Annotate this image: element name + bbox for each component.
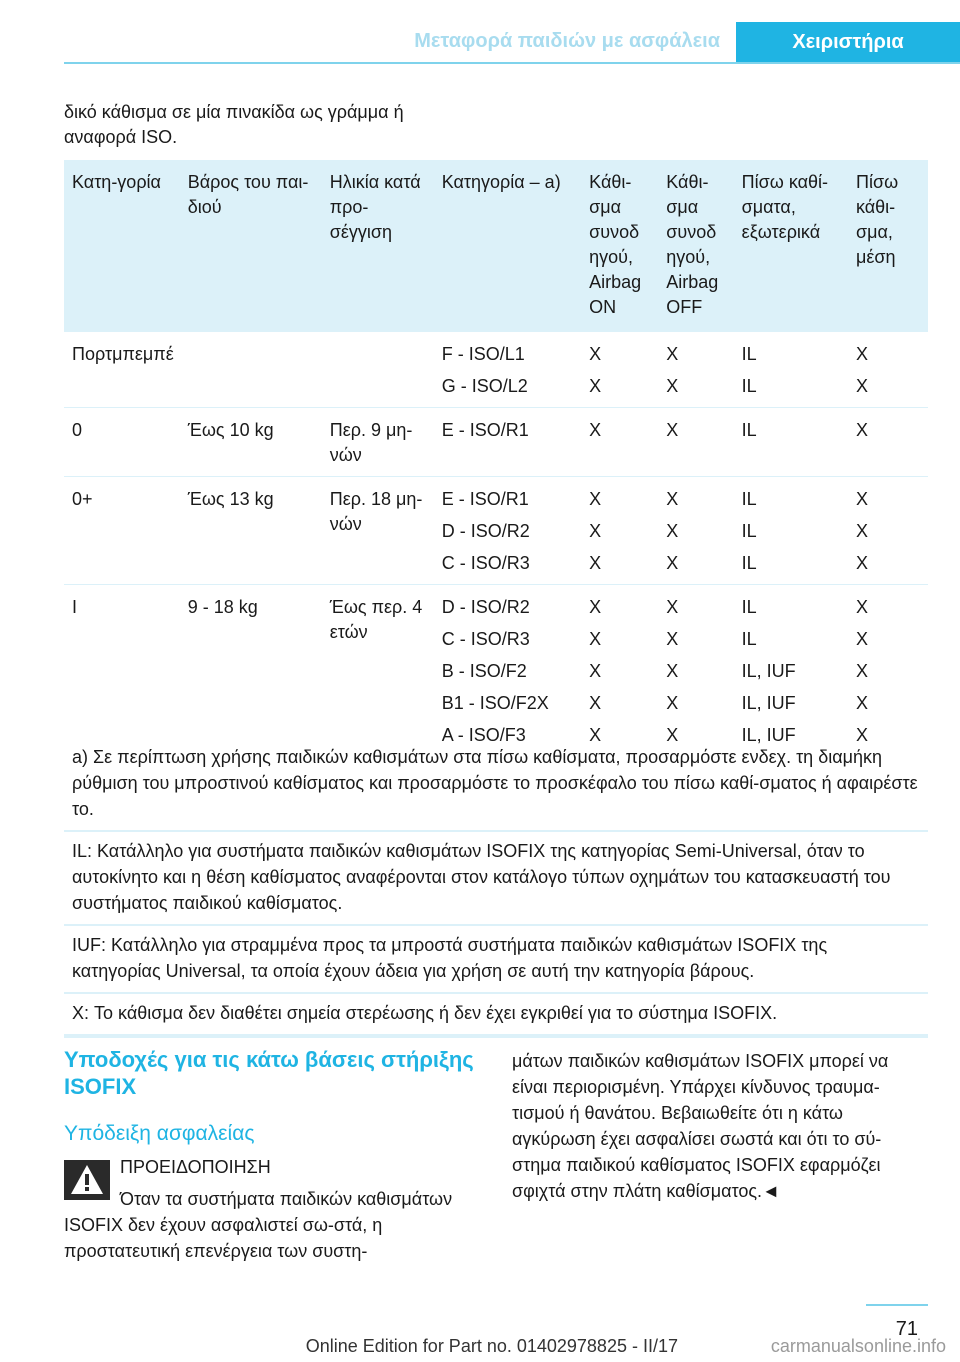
warning-triangle-icon (64, 1160, 110, 1200)
cell-airbag-on: X (581, 408, 658, 477)
cell-age (322, 332, 434, 408)
cell-age: Περ. 9 μη-νών (322, 408, 434, 477)
header-passenger-airbag-on: Κάθι-σμα συνοδ ηγού, Airbag ON (581, 160, 658, 332)
cell-airbag-on: X X X (581, 477, 658, 585)
cell-category: Πορτμπεμπέ (72, 344, 174, 364)
table-row (64, 408, 928, 477)
cell-iso: E - ISO/R1 (434, 408, 581, 477)
cell-category: 0 (64, 408, 180, 477)
cell-rear-outer: IL IL IL, IUF IL, IUF IL, IUF (734, 585, 848, 757)
chapter-title: Μεταφορά παιδιών με ασφάλεια (414, 30, 720, 52)
cell-category: I (64, 585, 180, 757)
section-tab: Χειριστήρια (736, 22, 960, 62)
warning-text: Όταν τα συστήματα παιδικών καθισμάτων ISOFIX δεν έχουν ασφαλιστεί σω-στά, η προστατευτική επενέργεια των συστη- (64, 1189, 453, 1261)
header-category: Κατη-γορία (64, 160, 180, 332)
table-row (64, 477, 928, 585)
page-number: 71 (895, 1318, 918, 1340)
header-iso-class: Κατηγορία – a) (434, 160, 581, 332)
cell-age: Έως περ. 4 ετών (322, 585, 434, 757)
header-rule (64, 62, 960, 64)
footer-rule (866, 1304, 928, 1306)
note-footnote-a: a) Σε περίπτωση χρήσης παιδικών καθισμάτων στα πίσω καθίσματα, προσαρμόστε ενδεχ. τη διαμήκη ρύθμιση του μπροστινού καθίσματος και προσαρμόστε το προσκέφαλο του πίσω καθί-σματος ή αφαιρέστε το. (72, 747, 918, 819)
table-row (64, 585, 928, 757)
edition-text: Online Edition for Part no. 01402978825 - II/17 (305, 1336, 678, 1356)
table-notes (64, 738, 928, 1038)
note-x: X: Το κάθισμα δεν διαθέτει σημεία στερέωσης ή δεν έχει εγκριθεί για το σύστημα ISOFIX. (64, 992, 928, 1034)
header-age: Ηλικία κατά προ-σέγγιση (322, 160, 434, 332)
warning-title: ΠΡΟΕΙΔΟΠΟΙΗΣΗ (120, 1157, 271, 1177)
cell-rear-middle: X (848, 408, 928, 477)
cell-age: Περ. 18 μη-νών (322, 477, 434, 585)
intro-text: δικό κάθισμα σε μία πινακίδα ως γράμμα ή αναφορά ISO. (64, 102, 404, 147)
cell-weight: Έως 10 kg (180, 408, 322, 477)
cell-airbag-off: X X X (658, 477, 733, 585)
note-il: IL: Κατάλληλο για συστήματα παιδικών καθισμάτων ISOFIX της κατηγορίας Semi-Universal, όταν το αυτοκίνητο και η θέση καθίσματος αναφέρονται στον κατάλογο τύπων οχημάτων του κατασκευαστή του συστήματος παιδικού καθίσματος. (64, 830, 928, 924)
warning-box (64, 1154, 478, 1264)
cell-weight: 9 - 18 kg (180, 585, 322, 757)
cell-rear-middle: X X X X X (848, 585, 928, 757)
table-row (64, 332, 928, 408)
isofix-table (64, 160, 928, 756)
cell-rear-middle: X X (855, 344, 868, 396)
left-column (64, 1046, 478, 1264)
header-weight: Βάρος του παι-διού (180, 160, 322, 332)
cell-rear-middle: X X X (848, 477, 928, 585)
cell-airbag-on: X X X X X (581, 585, 658, 757)
cell-rear-outer: IL (734, 408, 848, 477)
cell-iso: D - ISO/R2 C - ISO/R3 B - ISO/F2 B1 - ISO/F2X A - ISO/F3 (434, 585, 581, 757)
section-heading: Υποδοχές για τις κάτω βάσεις στήριξης ISOFIX (64, 1047, 474, 1099)
cell-airbag-off: X X X X X (658, 585, 733, 757)
cell-rear-outer: IL IL IL (734, 477, 848, 585)
cell-iso: E - ISO/R1 D - ISO/R2 C - ISO/R3 (434, 477, 581, 585)
right-column-text: μάτων παιδικών καθισμάτων ISOFIX μπορεί να είναι περιορισμένη. Υπάρχει κίνδυνος τραυμα-τισμού ή θανάτου. Βεβαιωθείτε ότι η κάτω αγκύρωση έχει ασφαλίσει σωστά και ότι το σύ-στημα παιδικού καθίσματος ISOFIX εφαρμόζει σφιχτά στην πλάτη καθίσματος.◄ (512, 1051, 889, 1201)
cell-airbag-on: X X (589, 344, 602, 396)
note-iuf: IUF: Κατάλληλο για στραμμένα προς τα μπροστά συστήματα παιδικών καθισμάτων ISOFIX της κατηγορίας Universal, τα οποία έχουν άδεια για χρήση σε αυτή την κατηγορία βάρους. (64, 924, 928, 992)
cell-airbag-off: X (658, 408, 733, 477)
cell-rear-outer: IL IL (741, 344, 757, 396)
header-rear-outer: Πίσω καθί-σματα, εξωτερικά (734, 160, 848, 332)
cell-category: 0+ (64, 477, 180, 585)
table-header-row (64, 160, 928, 332)
notes-end-rule (64, 1034, 928, 1038)
header-passenger-airbag-off: Κάθι-σμα συνοδ ηγού, Airbag OFF (658, 160, 733, 332)
section-subheading: Υπόδειξη ασφαλείας (64, 1122, 255, 1145)
watermark-text: carmanualsonline.info (770, 1336, 946, 1356)
cell-iso: F - ISO/L1 G - ISO/L2 (441, 344, 528, 396)
cell-weight: Έως 13 kg (180, 477, 322, 585)
header-rear-middle: Πίσω κάθι-σμα, μέση (848, 160, 928, 332)
cell-airbag-off: X X (666, 344, 679, 396)
cell-weight (180, 332, 322, 408)
